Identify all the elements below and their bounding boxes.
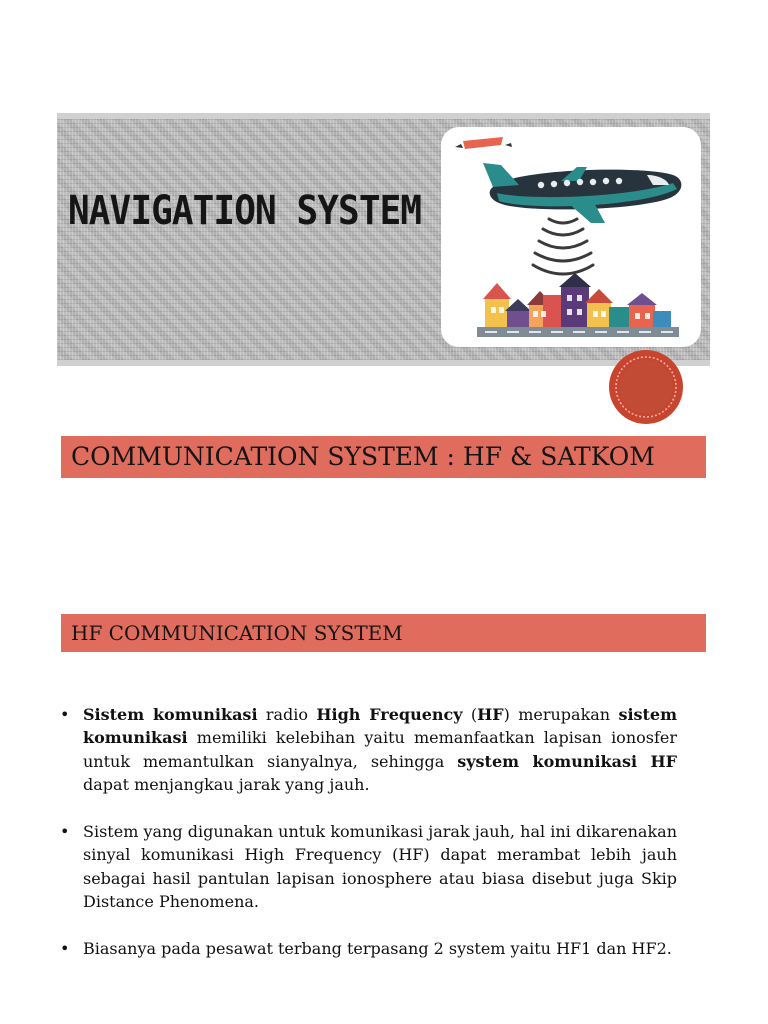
subsection-header-label: HF COMMUNICATION SYSTEM: [71, 621, 403, 645]
bullet-text-run: Sistem yang digunakan untuk komunikasi jarak jauh, hal ini dikarenakan sinyal komunikasi High Frequency (HF) dapat merambat lebih jauh sebagai hasil pantulan lapisan ionosphere atau biasa disebut juga Skip Distance Phenomena.: [83, 822, 677, 912]
flag-icon: [455, 137, 512, 149]
section-header-bar: [61, 436, 706, 478]
bullet-text-run: Biasanya pada pesawat terbang terpasang 2 system yaitu HF1 dan HF2.: [83, 939, 672, 959]
bullet-list: [60, 703, 677, 985]
airplane-illustration: [441, 127, 701, 347]
bullet-text-run: (: [462, 705, 478, 724]
bullet-text-run: dapat menjangkau jarak yang jauh.: [83, 774, 370, 794]
bullet-item: [60, 937, 677, 960]
signal-waves-icon: [533, 219, 593, 274]
bullet-text-run: memiliki kelebihan yaitu memanfaatkan lapisan ionosfer untuk memantulkan sianyalnya, sehingga: [83, 728, 677, 771]
bullet-text-run: ) merupakan: [503, 705, 619, 724]
section-header-label: COMMUNICATION SYSTEM : HF & SATKOM: [71, 442, 655, 471]
subsection-header-bar: [61, 614, 706, 652]
bullet-text-run: system komunikasi HF: [457, 751, 677, 771]
decorative-circle-badge: [607, 348, 685, 426]
bullet-text-run: Sistem komunikasi: [83, 705, 258, 724]
page-title: NAVIGATION SYSTEM: [68, 188, 422, 234]
airplane-icon: [483, 163, 681, 223]
bullet-text-run: radio: [257, 705, 317, 724]
bullet-item: [60, 820, 677, 913]
road-icon: [477, 327, 679, 337]
bullet-item: [60, 703, 677, 796]
houses-icon: [483, 273, 671, 327]
bullet-text-run: High Frequency: [316, 705, 463, 724]
bullet-text-run: sistem komunikasi: [83, 705, 678, 748]
bullet-text-run: HF: [477, 705, 504, 724]
